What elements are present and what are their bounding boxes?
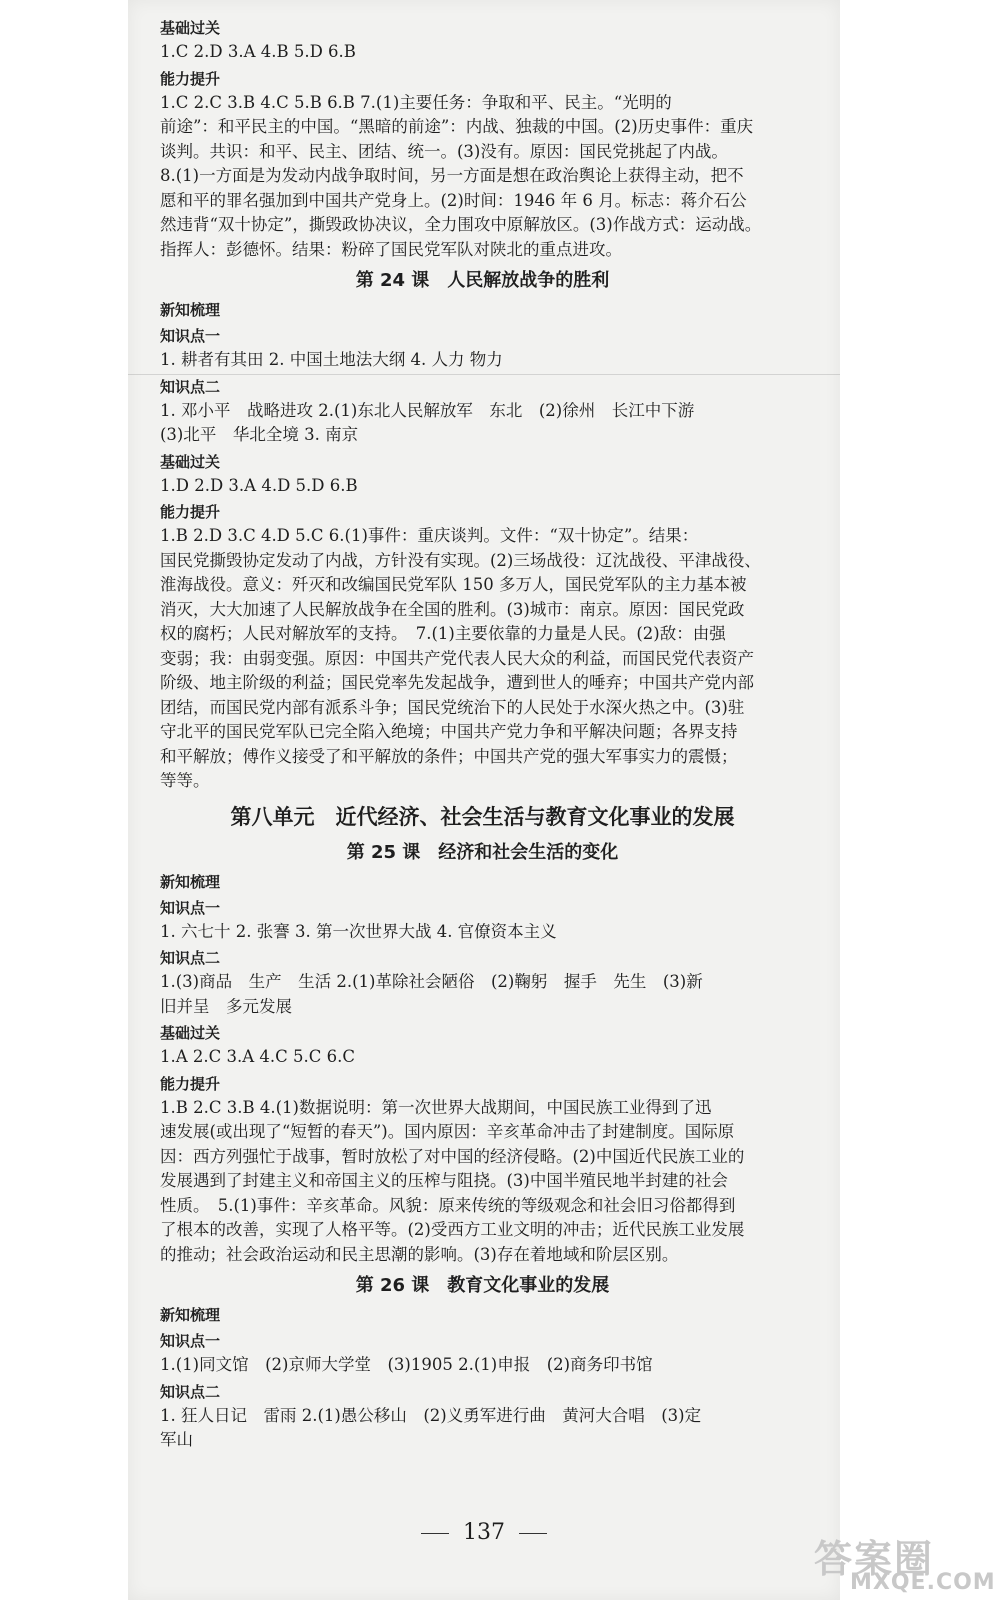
answer-line: 的推动；社会政治运动和民主思潮的影响。(3)存在着地域和阶层区别。 (160, 1244, 679, 1264)
answer-line: 了根本的改善，实现了人格平等。(2)受西方工业文明的冲击；近代民族工业发展 (160, 1220, 745, 1239)
answer-line: 1. 六七十 2. 张謇 3. 第一次世界大战 4. 官僚资本主义 (160, 921, 557, 941)
lesson-title-24: 第 24 课 人民解放战争的胜利 (355, 270, 610, 291)
answer-line: 然违背“双十协定”，撕毁政协决议，全力围攻中原解放区。(3)作战方式：运动战。 (160, 215, 762, 234)
knowledge-point-heading: 知识点一 (160, 327, 221, 345)
knowledge-point-heading: 知识点二 (160, 949, 221, 967)
lesson-title-25: 第 25 课 经济和社会生活的变化 (346, 841, 619, 863)
answer-line: 团结，而国民党内部有派系斗争；国民党统治下的人民处于水深火热之中。(3)驻 (160, 697, 745, 717)
answer-line: 发展遇到了封建主义和帝国主义的压榨与阻挠。(3)中国半殖民地半封建的社会 (160, 1171, 728, 1190)
answer-line: 1.(3)商品 生产 生活 2.(1)革除社会陋俗 (2)鞠躬 握手 先生 (3)新 (160, 972, 703, 991)
answer-line: 1.C 2.C 3.B 4.C 5.B 6.B 7.(1)主要任务：争取和平、民主。“光明的 (160, 92, 672, 112)
watermark-logo (806, 1528, 996, 1595)
answer-line: 前途”：和平民主的中国。“黑暗的前途”：内战、独裁的中国。(2)历史事件：重庆 (160, 117, 754, 136)
page-number-dash-right (519, 1533, 547, 1534)
answer-line: 权的腐朽；人民对解放军的支持。 7.(1)主要依靠的力量是人民。(2)敌：由强 (160, 624, 726, 643)
answer-line: 1.C 2.D 3.A 4.B 5.D 6.B (160, 42, 356, 61)
answer-line: 消灭，大大加速了人民解放战争在全国的胜利。(3)城市：南京。原因：国民党政 (160, 599, 745, 619)
section-heading: 新知梳理 (160, 872, 221, 891)
knowledge-point-heading: 知识点二 (160, 377, 221, 396)
answer-line: 1.(1)同文馆 (2)京师大学堂 (3)1905 2.(1)申报 (2)商务印书馆 (160, 1355, 653, 1374)
knowledge-point-heading: 知识点一 (160, 1332, 221, 1350)
section-heading: 能力提升 (160, 69, 221, 88)
answer-line: 谈判。共识：和平、民主、团结、统一。(3)没有。原因：国民党挑起了内战。 (160, 141, 728, 161)
answer-line: 和平解放；傅作义接受了和平解放的条件；中国共产党的强大军事实力的震慑； (160, 746, 738, 766)
answer-line: 速发展(或出现了“短暂的春天”)。国内原因：辛亥革命冲击了封建制度。国际原 (160, 1122, 735, 1141)
section-heading: 能力提升 (160, 503, 221, 521)
answer-line: 旧并呈 多元发展 (160, 996, 292, 1016)
section-heading: 基础过关 (160, 1024, 221, 1042)
page-number (128, 1520, 840, 1545)
answer-content (160, 14, 805, 1453)
knowledge-point-heading: 知识点二 (160, 1382, 221, 1401)
knowledge-point-heading: 知识点一 (160, 898, 221, 917)
scan-margin-left (0, 0, 128, 1600)
answer-line: 1. 狂人日记 雷雨 2.(1)愚公移山 (2)义勇军进行曲 黄河大合唱 (3)定 (160, 1405, 702, 1425)
page-number-value: 137 (463, 1520, 505, 1545)
answer-line: 性质。 5.(1)事件：辛亥革命。风貌：原来传统的等级观念和社会旧习俗都得到 (160, 1195, 736, 1215)
scan-margin-right (840, 0, 1000, 1600)
answer-line: 等等。 (160, 771, 210, 790)
page-number-dash-left (421, 1533, 449, 1534)
answer-line: 军山 (160, 1430, 193, 1449)
answer-line: 1.B 2.D 3.C 4.D 5.C 6.(1)事件：重庆谈判。文件：“双十协定”。结果： (160, 526, 699, 545)
answer-line: 淮海战役。意义：歼灭和改编国民党军队 150 多万人，国民党军队的主力基本被 (160, 575, 747, 594)
answer-line: 国民党撕毁协定发动了内战，方针没有实现。(2)三场战役：辽沈战役、平津战役、 (160, 550, 761, 570)
answer-line: 1.D 2.D 3.A 4.D 5.D 6.B (160, 475, 358, 495)
section-heading: 新知梳理 (160, 1306, 221, 1324)
answer-line: 1. 邓小平 战略进攻 2.(1)东北人民解放军 东北 (2)徐州 长江中下游 (160, 400, 695, 420)
section-heading: 基础过关 (160, 452, 221, 471)
watermark-text-en: MXQE.COM (850, 1570, 996, 1595)
answer-line: 守北平的国民党军队已完全陷入绝境；中国共产党力争和平解决问题；各界支持 (160, 722, 738, 741)
answer-line: 1.B 2.C 3.B 4.(1)数据说明：第一次世界大战期间，中国民族工业得到了迅 (160, 1097, 712, 1117)
section-heading: 基础过关 (160, 19, 221, 37)
answer-line: 因：西方列强忙于战事，暂时放松了对中国的经济侵略。(2)中国近代民族工业的 (160, 1146, 745, 1166)
section-heading: 能力提升 (160, 1074, 221, 1093)
answer-line: 1.A 2.C 3.A 4.C 5.C 6.C (160, 1047, 356, 1066)
answer-line: 变弱；我：由弱变强。原因：中国共产党代表人民大众的利益，而国民党代表资产 (160, 648, 754, 668)
answer-line: 8.(1)一方面是为发动内战争取时间，另一方面是想在政治舆论上获得主动，把不 (160, 166, 744, 185)
answer-line: 阶级、地主阶级的利益；国民党率先发起战争，遭到世人的唾弃；中国共产党内部 (160, 673, 754, 692)
lesson-title-26: 第 26 课 教育文化事业的发展 (355, 1275, 610, 1296)
answer-line: 1. 耕者有其田 2. 中国土地法大纲 4. 人力 物力 (160, 350, 503, 369)
answer-line: 愿和平的罪名强加到中国共产党身上。(2)时间：1946 年 6 月。标志：蒋介石公 (160, 190, 747, 210)
watermark-text-cn: 答案圈 (814, 1537, 935, 1581)
answer-line: 指挥人：彭德怀。结果：粉碎了国民党军队对陕北的重点进攻。 (160, 239, 622, 259)
unit-title-8: 第八单元 近代经济、社会生活与教育文化事业的发展 (230, 804, 735, 829)
section-heading: 新知梳理 (160, 301, 221, 319)
answer-line: (3)北平 华北全境 3. 南京 (160, 425, 359, 444)
